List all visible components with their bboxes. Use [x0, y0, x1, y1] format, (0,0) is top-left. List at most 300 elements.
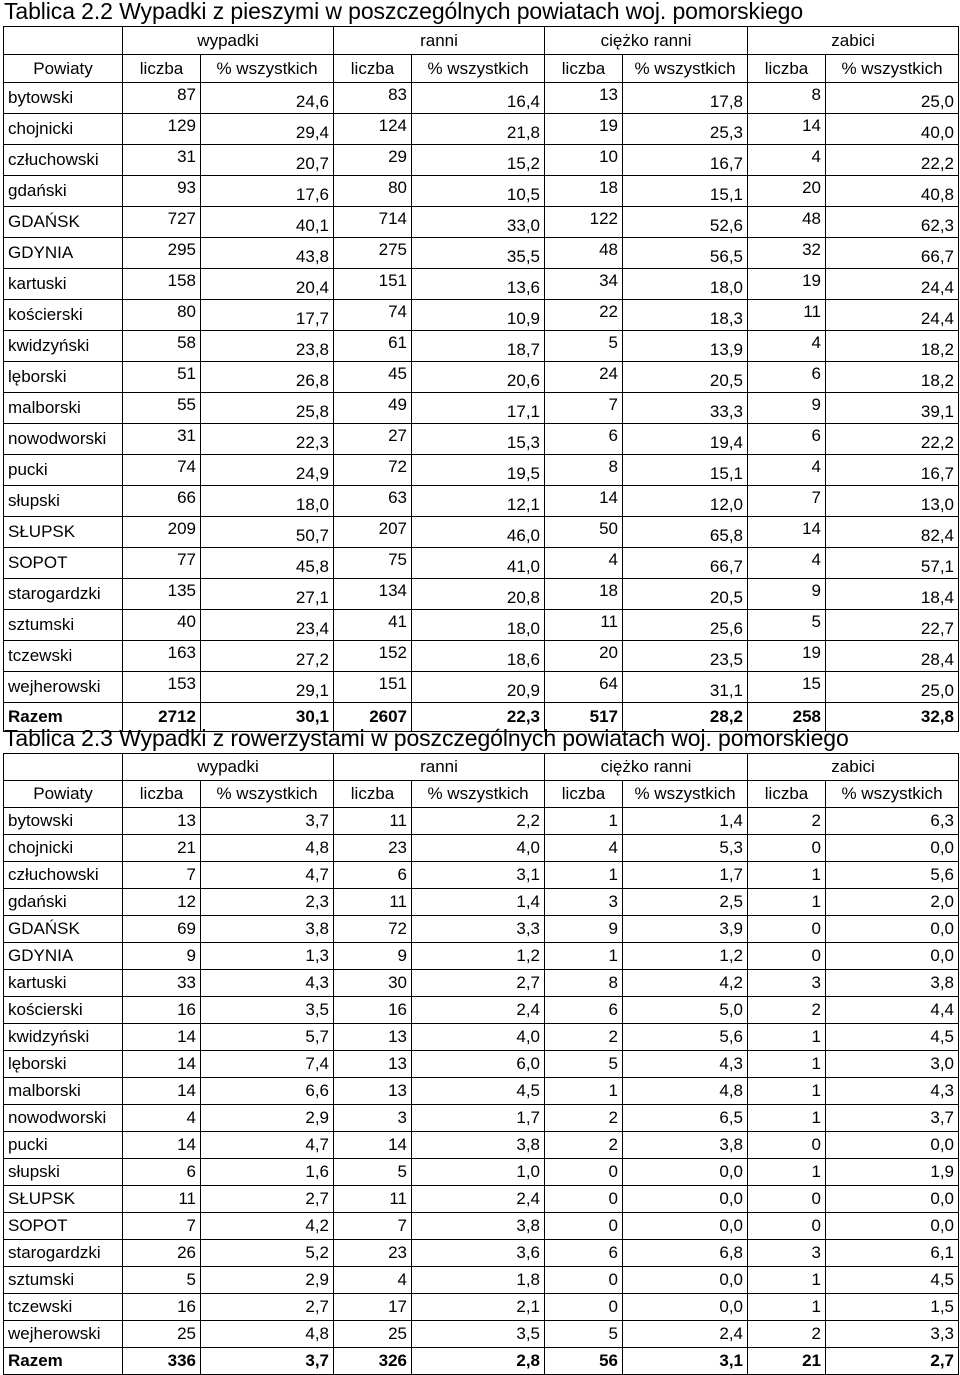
- district-name-cell: słupski: [4, 486, 123, 517]
- value-cell: 27,2: [201, 641, 334, 672]
- column-header: % wszystkich: [623, 781, 748, 808]
- value-cell: 17,1: [412, 393, 545, 424]
- value-cell: 25: [123, 1321, 201, 1348]
- table-row: [4, 1321, 959, 1348]
- value-cell: 2,2: [412, 808, 545, 835]
- value-cell: 4,0: [412, 835, 545, 862]
- district-name-cell: tczewski: [4, 641, 123, 672]
- value-cell: 24,6: [201, 83, 334, 114]
- value-cell: 15,1: [623, 455, 748, 486]
- total-value-cell: 2,8: [412, 1348, 545, 1375]
- value-cell: 6,0: [412, 1051, 545, 1078]
- value-cell: 13: [334, 1024, 412, 1051]
- value-cell: 4: [748, 331, 826, 362]
- value-cell: 23: [334, 835, 412, 862]
- district-name-cell: chojnicki: [4, 114, 123, 145]
- value-cell: 5: [545, 1321, 623, 1348]
- group-header-row: [4, 754, 959, 781]
- value-cell: 0: [545, 1294, 623, 1321]
- value-cell: 4: [123, 1105, 201, 1132]
- value-cell: 5,3: [623, 835, 748, 862]
- district-name-cell: SŁUPSK: [4, 1186, 123, 1213]
- table-row: [4, 862, 959, 889]
- value-cell: 1,5: [826, 1294, 959, 1321]
- table-caption-pedestrians: Tablica 2.2 Wypadki z pieszymi w poszczególnych powiatach woj. pomorskiego: [4, 0, 804, 24]
- value-cell: 0: [545, 1186, 623, 1213]
- district-name-cell: sztumski: [4, 1267, 123, 1294]
- column-header: liczba: [545, 55, 623, 83]
- value-cell: 25,0: [826, 83, 959, 114]
- value-cell: 19: [748, 269, 826, 300]
- table-row: [4, 1213, 959, 1240]
- district-name-cell: kartuski: [4, 970, 123, 997]
- value-cell: 11: [334, 889, 412, 916]
- value-cell: 20,8: [412, 579, 545, 610]
- table-row: [4, 916, 959, 943]
- value-cell: 3,7: [201, 808, 334, 835]
- district-name-cell: kwidzyński: [4, 1024, 123, 1051]
- value-cell: 13: [334, 1078, 412, 1105]
- value-cell: 4,8: [201, 1321, 334, 1348]
- value-cell: 31,1: [623, 672, 748, 703]
- value-cell: 20,5: [623, 579, 748, 610]
- district-name-cell: SOPOT: [4, 1213, 123, 1240]
- value-cell: 3,1: [412, 862, 545, 889]
- total-value-cell: 2607: [334, 703, 412, 732]
- total-value-cell: 3,1: [623, 1348, 748, 1375]
- column-header: % wszystkich: [412, 781, 545, 808]
- table-row: [4, 1240, 959, 1267]
- value-cell: 22,2: [826, 145, 959, 176]
- value-cell: 15,2: [412, 145, 545, 176]
- value-cell: 5: [123, 1267, 201, 1294]
- value-cell: 2,9: [201, 1105, 334, 1132]
- value-cell: 40: [123, 610, 201, 641]
- value-cell: 93: [123, 176, 201, 207]
- value-cell: 2: [748, 997, 826, 1024]
- value-cell: 20,6: [412, 362, 545, 393]
- district-name-cell: GDAŃSK: [4, 207, 123, 238]
- value-cell: 17,7: [201, 300, 334, 331]
- district-name-cell: lęborski: [4, 1051, 123, 1078]
- value-cell: 20: [748, 176, 826, 207]
- value-cell: 6,5: [623, 1105, 748, 1132]
- column-header: % wszystkich: [201, 55, 334, 83]
- value-cell: 4,0: [412, 1024, 545, 1051]
- total-label-cell: Razem: [4, 1348, 123, 1375]
- value-cell: 65,8: [623, 517, 748, 548]
- value-cell: 151: [334, 269, 412, 300]
- value-cell: 3,8: [201, 916, 334, 943]
- value-cell: 21,8: [412, 114, 545, 145]
- value-cell: 4,3: [623, 1051, 748, 1078]
- value-cell: 13,6: [412, 269, 545, 300]
- value-cell: 20,7: [201, 145, 334, 176]
- total-value-cell: 30,1: [201, 703, 334, 732]
- value-cell: 28,4: [826, 641, 959, 672]
- value-cell: 1,3: [201, 943, 334, 970]
- value-cell: 2,4: [412, 1186, 545, 1213]
- district-name-cell: GDAŃSK: [4, 916, 123, 943]
- value-cell: 2,4: [412, 997, 545, 1024]
- column-header: liczba: [334, 781, 412, 808]
- total-value-cell: 326: [334, 1348, 412, 1375]
- value-cell: 135: [123, 579, 201, 610]
- column-header-row: [4, 781, 959, 808]
- value-cell: 1,0: [412, 1159, 545, 1186]
- table-row: [4, 145, 959, 176]
- value-cell: 34: [545, 269, 623, 300]
- value-cell: 26,8: [201, 362, 334, 393]
- value-cell: 1: [545, 862, 623, 889]
- value-cell: 14: [748, 517, 826, 548]
- value-cell: 10,5: [412, 176, 545, 207]
- value-cell: 7: [748, 486, 826, 517]
- value-cell: 2,5: [623, 889, 748, 916]
- district-name-cell: kwidzyński: [4, 331, 123, 362]
- value-cell: 2,7: [201, 1186, 334, 1213]
- value-cell: 0,0: [826, 943, 959, 970]
- value-cell: 1: [545, 808, 623, 835]
- value-cell: 0,0: [826, 916, 959, 943]
- value-cell: 27: [334, 424, 412, 455]
- value-cell: 1: [748, 1024, 826, 1051]
- value-cell: 16: [123, 997, 201, 1024]
- district-name-cell: gdański: [4, 889, 123, 916]
- value-cell: 22,7: [826, 610, 959, 641]
- district-name-cell: lęborski: [4, 362, 123, 393]
- total-value-cell: 28,2: [623, 703, 748, 732]
- table-row: [4, 1159, 959, 1186]
- value-cell: 51: [123, 362, 201, 393]
- value-cell: 14: [123, 1051, 201, 1078]
- value-cell: 3,8: [412, 1213, 545, 1240]
- value-cell: 3,8: [623, 1132, 748, 1159]
- group-header-row: [4, 27, 959, 55]
- value-cell: 33,0: [412, 207, 545, 238]
- value-cell: 8: [545, 970, 623, 997]
- value-cell: 11: [748, 300, 826, 331]
- value-cell: 16: [123, 1294, 201, 1321]
- pedestrian-accidents-table: [3, 26, 959, 732]
- value-cell: 13,9: [623, 331, 748, 362]
- value-cell: 18,3: [623, 300, 748, 331]
- value-cell: 14: [123, 1024, 201, 1051]
- value-cell: 14: [123, 1078, 201, 1105]
- district-name-cell: kościerski: [4, 300, 123, 331]
- value-cell: 0,0: [623, 1267, 748, 1294]
- value-cell: 9: [545, 916, 623, 943]
- table-row: [4, 331, 959, 362]
- value-cell: 12,0: [623, 486, 748, 517]
- district-name-cell: chojnicki: [4, 835, 123, 862]
- total-value-cell: 21: [748, 1348, 826, 1375]
- value-cell: 4: [545, 548, 623, 579]
- district-name-cell: starogardzki: [4, 1240, 123, 1267]
- table-row: [4, 1024, 959, 1051]
- value-cell: 4,8: [623, 1078, 748, 1105]
- value-cell: 66,7: [826, 238, 959, 269]
- value-cell: 6: [545, 997, 623, 1024]
- value-cell: 1: [545, 1078, 623, 1105]
- value-cell: 1: [748, 1078, 826, 1105]
- district-name-cell: pucki: [4, 455, 123, 486]
- value-cell: 5: [545, 331, 623, 362]
- value-cell: 4,2: [201, 1213, 334, 1240]
- value-cell: 4: [334, 1267, 412, 1294]
- table-caption-cyclists: Tablica 2.3 Wypadki z rowerzystami w poszczególnych powiatach woj. pomorskiego: [4, 725, 849, 751]
- table-row: [4, 1267, 959, 1294]
- value-cell: 714: [334, 207, 412, 238]
- total-value-cell: 22,3: [412, 703, 545, 732]
- value-cell: 11: [334, 808, 412, 835]
- value-cell: 9: [748, 393, 826, 424]
- value-cell: 3,3: [826, 1321, 959, 1348]
- group-header: ranni: [334, 754, 545, 781]
- district-name-cell: GDYNIA: [4, 943, 123, 970]
- value-cell: 1: [748, 1159, 826, 1186]
- value-cell: 5,0: [623, 997, 748, 1024]
- value-cell: 3,6: [412, 1240, 545, 1267]
- value-cell: 5,2: [201, 1240, 334, 1267]
- value-cell: 1: [545, 943, 623, 970]
- value-cell: 3,5: [201, 997, 334, 1024]
- district-name-cell: sztumski: [4, 610, 123, 641]
- value-cell: 9: [123, 943, 201, 970]
- value-cell: 45: [334, 362, 412, 393]
- total-value-cell: 3,7: [201, 1348, 334, 1375]
- value-cell: 5,7: [201, 1024, 334, 1051]
- value-cell: 41: [334, 610, 412, 641]
- value-cell: 10: [545, 145, 623, 176]
- value-cell: 207: [334, 517, 412, 548]
- value-cell: 129: [123, 114, 201, 145]
- total-value-cell: 56: [545, 1348, 623, 1375]
- value-cell: 5: [334, 1159, 412, 1186]
- table-row: [4, 114, 959, 145]
- value-cell: 82,4: [826, 517, 959, 548]
- value-cell: 0,0: [623, 1186, 748, 1213]
- value-cell: 77: [123, 548, 201, 579]
- group-header: ciężko ranni: [545, 754, 748, 781]
- value-cell: 8: [748, 83, 826, 114]
- district-name-cell: człuchowski: [4, 862, 123, 889]
- table-row: [4, 997, 959, 1024]
- value-cell: 20: [545, 641, 623, 672]
- value-cell: 43,8: [201, 238, 334, 269]
- column-header: liczba: [123, 55, 201, 83]
- value-cell: 19,4: [623, 424, 748, 455]
- value-cell: 80: [123, 300, 201, 331]
- total-value-cell: 258: [748, 703, 826, 732]
- value-cell: 23,8: [201, 331, 334, 362]
- value-cell: 152: [334, 641, 412, 672]
- value-cell: 46,0: [412, 517, 545, 548]
- value-cell: 14: [123, 1132, 201, 1159]
- value-cell: 4,4: [826, 997, 959, 1024]
- value-cell: 9: [748, 579, 826, 610]
- value-cell: 18,4: [826, 579, 959, 610]
- table-row: [4, 889, 959, 916]
- value-cell: 30: [334, 970, 412, 997]
- column-header: % wszystkich: [826, 781, 959, 808]
- value-cell: 31: [123, 424, 201, 455]
- value-cell: 13,0: [826, 486, 959, 517]
- value-cell: 14: [748, 114, 826, 145]
- district-name-cell: malborski: [4, 1078, 123, 1105]
- value-cell: 18,6: [412, 641, 545, 672]
- district-name-cell: gdański: [4, 176, 123, 207]
- column-header: % wszystkich: [826, 55, 959, 83]
- value-cell: 6,8: [623, 1240, 748, 1267]
- value-cell: 3,8: [826, 970, 959, 997]
- value-cell: 7: [545, 393, 623, 424]
- value-cell: 6: [334, 862, 412, 889]
- value-cell: 18,7: [412, 331, 545, 362]
- value-cell: 64: [545, 672, 623, 703]
- value-cell: 20,4: [201, 269, 334, 300]
- column-header: % wszystkich: [412, 55, 545, 83]
- value-cell: 40,0: [826, 114, 959, 145]
- value-cell: 24: [545, 362, 623, 393]
- value-cell: 19,5: [412, 455, 545, 486]
- value-cell: 69: [123, 916, 201, 943]
- column-header: % wszystkich: [201, 781, 334, 808]
- table-row: [4, 83, 959, 114]
- value-cell: 0,0: [826, 1186, 959, 1213]
- value-cell: 29: [334, 145, 412, 176]
- value-cell: 50: [545, 517, 623, 548]
- value-cell: 20,5: [623, 362, 748, 393]
- value-cell: 1,6: [201, 1159, 334, 1186]
- value-cell: 3,7: [826, 1105, 959, 1132]
- value-cell: 22: [545, 300, 623, 331]
- value-cell: 48: [748, 207, 826, 238]
- column-header: liczba: [748, 55, 826, 83]
- value-cell: 16,7: [826, 455, 959, 486]
- table-row: [4, 835, 959, 862]
- value-cell: 19: [748, 641, 826, 672]
- value-cell: 3: [748, 1240, 826, 1267]
- value-cell: 2: [545, 1024, 623, 1051]
- district-name-cell: nowodworski: [4, 424, 123, 455]
- value-cell: 3,3: [412, 916, 545, 943]
- value-cell: 40,1: [201, 207, 334, 238]
- value-cell: 33: [123, 970, 201, 997]
- table-row: [4, 1051, 959, 1078]
- value-cell: 57,1: [826, 548, 959, 579]
- value-cell: 4,2: [623, 970, 748, 997]
- value-cell: 7,4: [201, 1051, 334, 1078]
- value-cell: 1,2: [412, 943, 545, 970]
- value-cell: 0: [748, 835, 826, 862]
- group-header: wypadki: [123, 27, 334, 55]
- value-cell: 1,2: [623, 943, 748, 970]
- value-cell: 0,0: [826, 1132, 959, 1159]
- district-name-cell: wejherowski: [4, 1321, 123, 1348]
- value-cell: 0,0: [623, 1213, 748, 1240]
- value-cell: 23,4: [201, 610, 334, 641]
- value-cell: 18,0: [623, 269, 748, 300]
- value-cell: 0: [545, 1267, 623, 1294]
- value-cell: 18,0: [201, 486, 334, 517]
- value-cell: 63: [334, 486, 412, 517]
- value-cell: 83: [334, 83, 412, 114]
- value-cell: 87: [123, 83, 201, 114]
- value-cell: 1,7: [623, 862, 748, 889]
- value-cell: 52,6: [623, 207, 748, 238]
- value-cell: 0: [748, 943, 826, 970]
- table-row: [4, 455, 959, 486]
- value-cell: 61: [334, 331, 412, 362]
- value-cell: 27,1: [201, 579, 334, 610]
- value-cell: 15,1: [623, 176, 748, 207]
- value-cell: 2,9: [201, 1267, 334, 1294]
- value-cell: 1: [748, 1294, 826, 1321]
- district-name-cell: GDYNIA: [4, 238, 123, 269]
- value-cell: 2,4: [623, 1321, 748, 1348]
- value-cell: 17,8: [623, 83, 748, 114]
- value-cell: 209: [123, 517, 201, 548]
- value-cell: 3: [748, 970, 826, 997]
- district-name-cell: wejherowski: [4, 672, 123, 703]
- header-corner-cell: [4, 754, 123, 781]
- cyclist-accidents-table: [3, 753, 959, 1375]
- value-cell: 4,7: [201, 862, 334, 889]
- value-cell: 21: [123, 835, 201, 862]
- group-header: zabici: [748, 754, 959, 781]
- group-header: zabici: [748, 27, 959, 55]
- value-cell: 50,7: [201, 517, 334, 548]
- value-cell: 0: [545, 1213, 623, 1240]
- value-cell: 5: [545, 1051, 623, 1078]
- value-cell: 3,0: [826, 1051, 959, 1078]
- value-cell: 6: [123, 1159, 201, 1186]
- value-cell: 0,0: [623, 1159, 748, 1186]
- value-cell: 1,4: [623, 808, 748, 835]
- table-row: [4, 1132, 959, 1159]
- value-cell: 17,6: [201, 176, 334, 207]
- value-cell: 22,3: [201, 424, 334, 455]
- district-name-cell: pucki: [4, 1132, 123, 1159]
- value-cell: 2: [545, 1105, 623, 1132]
- value-cell: 153: [123, 672, 201, 703]
- value-cell: 2: [748, 808, 826, 835]
- value-cell: 25,3: [623, 114, 748, 145]
- district-name-cell: tczewski: [4, 1294, 123, 1321]
- table-row: [4, 1186, 959, 1213]
- district-name-cell: słupski: [4, 1159, 123, 1186]
- value-cell: 14: [545, 486, 623, 517]
- value-cell: 29,1: [201, 672, 334, 703]
- table-row: [4, 207, 959, 238]
- value-cell: 2: [748, 1321, 826, 1348]
- value-cell: 0,0: [826, 1213, 959, 1240]
- column-header: liczba: [334, 55, 412, 83]
- table-row: [4, 362, 959, 393]
- value-cell: 3,8: [412, 1132, 545, 1159]
- value-cell: 2,0: [826, 889, 959, 916]
- table-row: [4, 393, 959, 424]
- value-cell: 35,5: [412, 238, 545, 269]
- value-cell: 3: [334, 1105, 412, 1132]
- value-cell: 49: [334, 393, 412, 424]
- value-cell: 727: [123, 207, 201, 238]
- value-cell: 11: [334, 1186, 412, 1213]
- district-name-cell: SOPOT: [4, 548, 123, 579]
- value-cell: 1,7: [412, 1105, 545, 1132]
- value-cell: 25,6: [623, 610, 748, 641]
